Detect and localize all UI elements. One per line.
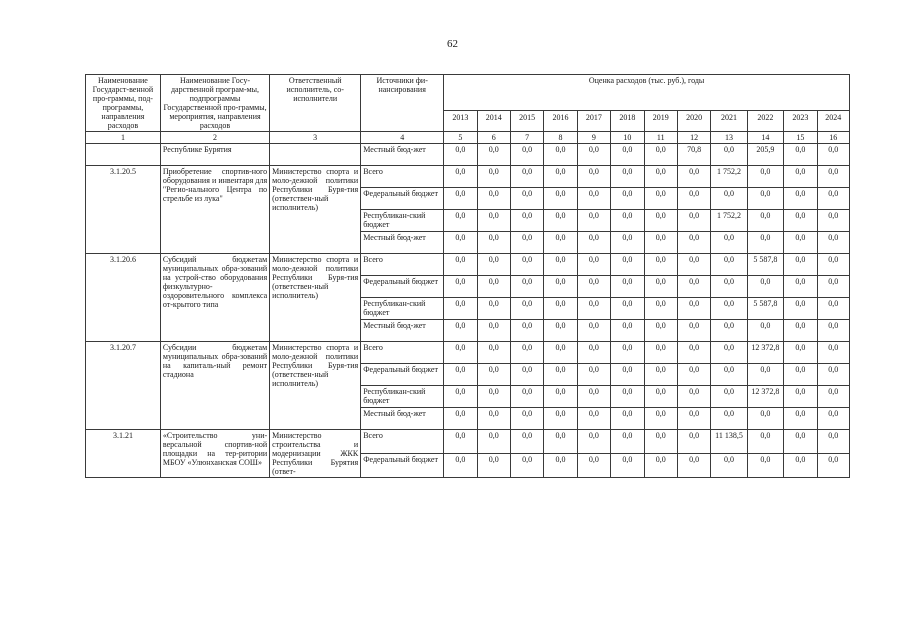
value-cell: 0,0	[577, 430, 610, 454]
value-cell: 0,0	[711, 342, 747, 364]
value-cell: 0,0	[817, 386, 849, 408]
column-number: 9	[577, 132, 610, 144]
column-number: 7	[510, 132, 543, 144]
value-cell: 0,0	[444, 320, 477, 342]
funding-source: Местный бюд-жет	[361, 144, 444, 166]
funding-source: Всего	[361, 430, 444, 454]
value-cell: 0,0	[444, 408, 477, 430]
value-cell: 0,0	[611, 254, 644, 276]
value-cell: 0,0	[644, 254, 677, 276]
table-row	[86, 430, 850, 454]
funding-source: Республикан-ский бюджет	[361, 386, 444, 408]
value-cell: 11 138,5	[711, 430, 747, 454]
value-cell: 0,0	[544, 386, 577, 408]
value-cell: 0,0	[444, 364, 477, 386]
value-cell: 0,0	[747, 430, 783, 454]
executor	[270, 144, 361, 166]
value-cell: 0,0	[611, 364, 644, 386]
column-number: 11	[644, 132, 677, 144]
value-cell: 0,0	[577, 210, 610, 232]
value-cell: 0,0	[644, 232, 677, 254]
value-cell: 0,0	[477, 144, 510, 166]
value-cell: 0,0	[577, 408, 610, 430]
value-cell: 0,0	[544, 210, 577, 232]
year-header: 2016	[544, 111, 577, 132]
year-header: 2023	[784, 111, 817, 132]
value-cell: 0,0	[544, 320, 577, 342]
value-cell: 0,0	[577, 254, 610, 276]
value-cell: 0,0	[611, 342, 644, 364]
column-numbers-row	[86, 132, 850, 144]
value-cell: 0,0	[510, 454, 543, 478]
year-header: 2019	[644, 111, 677, 132]
value-cell: 0,0	[577, 320, 610, 342]
column-number: 14	[747, 132, 783, 144]
value-cell: 0,0	[784, 232, 817, 254]
value-cell: 0,0	[677, 386, 710, 408]
value-cell: 0,0	[747, 320, 783, 342]
activity-name: Приобретение спортив-ного оборудования и инвентаря для "Регио-нального Центра по стрельбе из лука"	[160, 166, 269, 254]
value-cell: 0,0	[510, 232, 543, 254]
year-header: 2017	[577, 111, 610, 132]
value-cell: 0,0	[510, 298, 543, 320]
executor: Министерство строительства и модернизации ЖКК Республики Бурятия (ответ-	[270, 430, 361, 478]
value-cell: 0,0	[711, 320, 747, 342]
value-cell: 0,0	[677, 254, 710, 276]
value-cell: 0,0	[510, 364, 543, 386]
value-cell: 70,8	[677, 144, 710, 166]
value-cell: 0,0	[577, 276, 610, 298]
value-cell: 0,0	[644, 454, 677, 478]
value-cell: 0,0	[747, 166, 783, 188]
value-cell: 0,0	[444, 430, 477, 454]
value-cell: 1 752,2	[711, 166, 747, 188]
value-cell: 0,0	[611, 298, 644, 320]
value-cell: 0,0	[644, 166, 677, 188]
value-cell: 0,0	[477, 276, 510, 298]
year-header: 2024	[817, 111, 849, 132]
value-cell: 0,0	[711, 254, 747, 276]
value-cell: 12 372,8	[747, 386, 783, 408]
value-cell: 0,0	[544, 232, 577, 254]
value-cell: 0,0	[817, 166, 849, 188]
value-cell: 0,0	[477, 364, 510, 386]
value-cell: 0,0	[747, 408, 783, 430]
header-executor: Ответственный исполнитель, со-исполнители	[270, 75, 361, 132]
value-cell: 0,0	[444, 210, 477, 232]
table-row	[86, 342, 850, 364]
value-cell: 0,0	[544, 276, 577, 298]
value-cell: 0,0	[677, 454, 710, 478]
value-cell: 0,0	[544, 298, 577, 320]
value-cell: 0,0	[711, 298, 747, 320]
value-cell: 0,0	[477, 298, 510, 320]
value-cell: 0,0	[784, 320, 817, 342]
value-cell: 0,0	[784, 408, 817, 430]
value-cell: 0,0	[677, 320, 710, 342]
value-cell: 0,0	[644, 276, 677, 298]
activity-code: 3.1.20.5	[86, 166, 161, 254]
value-cell: 0,0	[510, 386, 543, 408]
funding-source: Федеральный бюджет	[361, 454, 444, 478]
activity-code: 3.1.20.7	[86, 342, 161, 430]
value-cell: 0,0	[544, 408, 577, 430]
year-header: 2015	[510, 111, 543, 132]
value-cell: 0,0	[611, 232, 644, 254]
value-cell: 0,0	[817, 364, 849, 386]
header-program-name: Наименование Государст-венной про-граммы, под-программы, направления расходов	[86, 75, 161, 132]
value-cell: 0,0	[477, 454, 510, 478]
column-number: 8	[544, 132, 577, 144]
header-estimate: Оценка расходов (тыс. руб.), годы	[444, 75, 850, 111]
value-cell: 0,0	[644, 430, 677, 454]
year-header: 2018	[611, 111, 644, 132]
value-cell: 0,0	[544, 342, 577, 364]
value-cell: 5 587,8	[747, 254, 783, 276]
column-number: 15	[784, 132, 817, 144]
value-cell: 0,0	[711, 276, 747, 298]
value-cell: 0,0	[817, 210, 849, 232]
value-cell: 0,0	[477, 408, 510, 430]
value-cell: 0,0	[817, 232, 849, 254]
value-cell: 0,0	[477, 430, 510, 454]
value-cell: 0,0	[784, 210, 817, 232]
value-cell: 0,0	[477, 232, 510, 254]
value-cell: 0,0	[544, 254, 577, 276]
value-cell: 0,0	[577, 454, 610, 478]
value-cell: 0,0	[747, 276, 783, 298]
value-cell: 0,0	[644, 386, 677, 408]
value-cell: 0,0	[784, 342, 817, 364]
funding-source: Республикан-ский бюджет	[361, 298, 444, 320]
value-cell: 0,0	[444, 342, 477, 364]
activity-name: Субсидий бюджетам муниципальных обра-зований на устрой-ство оборудования физкультурно-оздоровительного комплекса от-крытого типа	[160, 254, 269, 342]
value-cell: 0,0	[544, 188, 577, 210]
value-cell: 0,0	[817, 144, 849, 166]
value-cell: 0,0	[644, 210, 677, 232]
activity-code	[86, 144, 161, 166]
column-number: 3	[270, 132, 361, 144]
column-number: 12	[677, 132, 710, 144]
column-number: 10	[611, 132, 644, 144]
value-cell: 0,0	[677, 232, 710, 254]
funding-source: Местный бюд-жет	[361, 408, 444, 430]
year-header: 2021	[711, 111, 747, 132]
funding-source: Всего	[361, 254, 444, 276]
value-cell: 0,0	[784, 166, 817, 188]
value-cell: 0,0	[510, 188, 543, 210]
funding-source: Местный бюд-жет	[361, 320, 444, 342]
value-cell: 0,0	[817, 298, 849, 320]
table-row	[86, 166, 850, 188]
value-cell: 0,0	[544, 144, 577, 166]
value-cell: 0,0	[611, 408, 644, 430]
value-cell: 0,0	[577, 342, 610, 364]
value-cell: 0,0	[444, 254, 477, 276]
executor: Министерство спорта и моло-дежной политики Республики Буря-тия (ответствен-ный исполнитель)	[270, 166, 361, 254]
column-number: 16	[817, 132, 849, 144]
funding-source: Федеральный бюджет	[361, 364, 444, 386]
value-cell: 0,0	[577, 144, 610, 166]
activity-name: «Строительство уни-версальной спортив-ной площадки на тер-ритории МБОУ «Улюнханская СОШ»	[160, 430, 269, 478]
value-cell: 0,0	[817, 408, 849, 430]
value-cell: 0,0	[747, 232, 783, 254]
executor: Министерство спорта и моло-дежной политики Республики Буря-тия (ответствен-ный исполнитель)	[270, 342, 361, 430]
value-cell: 0,0	[510, 254, 543, 276]
value-cell: 0,0	[817, 342, 849, 364]
value-cell: 0,0	[510, 342, 543, 364]
column-number: 1	[86, 132, 161, 144]
value-cell: 0,0	[510, 430, 543, 454]
value-cell: 0,0	[444, 232, 477, 254]
value-cell: 0,0	[817, 320, 849, 342]
value-cell: 0,0	[444, 386, 477, 408]
value-cell: 0,0	[747, 454, 783, 478]
value-cell: 0,0	[711, 386, 747, 408]
value-cell: 0,0	[784, 454, 817, 478]
activity-name: Субсидии бюджетам муниципальных обра-зований на капиталь-ный ремонт стадиона	[160, 342, 269, 430]
value-cell: 5 587,8	[747, 298, 783, 320]
value-cell: 0,0	[711, 364, 747, 386]
column-number: 2	[160, 132, 269, 144]
value-cell: 0,0	[577, 298, 610, 320]
value-cell: 0,0	[611, 188, 644, 210]
value-cell: 0,0	[644, 342, 677, 364]
value-cell: 0,0	[644, 144, 677, 166]
value-cell: 0,0	[611, 166, 644, 188]
value-cell: 0,0	[711, 454, 747, 478]
activity-code: 3.1.21	[86, 430, 161, 478]
value-cell: 0,0	[477, 254, 510, 276]
value-cell: 0,0	[611, 430, 644, 454]
value-cell: 0,0	[677, 298, 710, 320]
value-cell: 0,0	[477, 188, 510, 210]
value-cell: 0,0	[544, 454, 577, 478]
year-header: 2022	[747, 111, 783, 132]
column-number: 4	[361, 132, 444, 144]
value-cell: 0,0	[711, 144, 747, 166]
value-cell: 0,0	[544, 364, 577, 386]
value-cell: 0,0	[644, 188, 677, 210]
value-cell: 0,0	[611, 320, 644, 342]
value-cell: 12 372,8	[747, 342, 783, 364]
value-cell: 0,0	[577, 188, 610, 210]
value-cell: 0,0	[544, 166, 577, 188]
value-cell: 0,0	[477, 166, 510, 188]
value-cell: 0,0	[644, 320, 677, 342]
value-cell: 0,0	[444, 454, 477, 478]
value-cell: 0,0	[677, 210, 710, 232]
value-cell: 0,0	[784, 254, 817, 276]
value-cell: 0,0	[784, 364, 817, 386]
value-cell: 0,0	[644, 298, 677, 320]
value-cell: 0,0	[611, 386, 644, 408]
value-cell: 0,0	[611, 454, 644, 478]
value-cell: 0,0	[444, 298, 477, 320]
value-cell: 0,0	[817, 254, 849, 276]
year-header: 2020	[677, 111, 710, 132]
value-cell: 0,0	[677, 276, 710, 298]
value-cell: 0,0	[747, 364, 783, 386]
column-number: 5	[444, 132, 477, 144]
funding-source: Федеральный бюджет	[361, 188, 444, 210]
value-cell: 0,0	[510, 144, 543, 166]
table-row	[86, 254, 850, 276]
value-cell: 0,0	[711, 232, 747, 254]
value-cell: 0,0	[644, 364, 677, 386]
column-number: 6	[477, 132, 510, 144]
value-cell: 0,0	[677, 364, 710, 386]
value-cell: 0,0	[611, 276, 644, 298]
value-cell: 0,0	[817, 188, 849, 210]
value-cell: 0,0	[677, 188, 710, 210]
executor: Министерство спорта и моло-дежной политики Республики Буря-тия (ответствен-ный исполнитель)	[270, 254, 361, 342]
header-row	[86, 75, 850, 111]
value-cell: 0,0	[510, 166, 543, 188]
value-cell: 0,0	[784, 276, 817, 298]
value-cell: 0,0	[510, 276, 543, 298]
value-cell: 0,0	[817, 454, 849, 478]
value-cell: 0,0	[577, 166, 610, 188]
funding-source: Федеральный бюджет	[361, 276, 444, 298]
activity-code: 3.1.20.6	[86, 254, 161, 342]
header-funding-source: Источники фи-нансирования	[361, 75, 444, 132]
value-cell: 0,0	[444, 144, 477, 166]
value-cell: 0,0	[711, 408, 747, 430]
value-cell: 0,0	[784, 144, 817, 166]
value-cell: 0,0	[510, 210, 543, 232]
value-cell: 0,0	[477, 386, 510, 408]
value-cell: 0,0	[444, 276, 477, 298]
value-cell: 0,0	[611, 210, 644, 232]
value-cell: 0,0	[611, 144, 644, 166]
value-cell: 0,0	[644, 408, 677, 430]
funding-source: Всего	[361, 342, 444, 364]
column-number: 13	[711, 132, 747, 144]
funding-source: Всего	[361, 166, 444, 188]
value-cell: 0,0	[544, 430, 577, 454]
year-header: 2014	[477, 111, 510, 132]
value-cell: 0,0	[784, 298, 817, 320]
value-cell: 0,0	[747, 188, 783, 210]
value-cell: 0,0	[510, 320, 543, 342]
value-cell: 205,9	[747, 144, 783, 166]
header-activity-name: Наименование Госу-дарственной програм-мы, подпрограммы Государственной про-граммы, мероприятия, направления расходов	[160, 75, 269, 132]
activity-name: Республике Бурятия	[160, 144, 269, 166]
value-cell: 1 752,2	[711, 210, 747, 232]
value-cell: 0,0	[577, 232, 610, 254]
value-cell: 0,0	[747, 210, 783, 232]
funding-source: Местный бюд-жет	[361, 232, 444, 254]
value-cell: 0,0	[784, 430, 817, 454]
value-cell: 0,0	[477, 320, 510, 342]
value-cell: 0,0	[784, 386, 817, 408]
value-cell: 0,0	[677, 430, 710, 454]
value-cell: 0,0	[444, 166, 477, 188]
value-cell: 0,0	[677, 408, 710, 430]
page-number: 62	[447, 38, 458, 50]
value-cell: 0,0	[577, 386, 610, 408]
value-cell: 0,0	[784, 188, 817, 210]
value-cell: 0,0	[817, 430, 849, 454]
table-row	[86, 144, 850, 166]
value-cell: 0,0	[577, 364, 610, 386]
value-cell: 0,0	[677, 342, 710, 364]
year-header: 2013	[444, 111, 477, 132]
value-cell: 0,0	[477, 342, 510, 364]
value-cell: 0,0	[711, 188, 747, 210]
value-cell: 0,0	[510, 408, 543, 430]
value-cell: 0,0	[677, 166, 710, 188]
value-cell: 0,0	[817, 276, 849, 298]
value-cell: 0,0	[477, 210, 510, 232]
funding-source: Республикан-ский бюджет	[361, 210, 444, 232]
value-cell: 0,0	[444, 188, 477, 210]
budget-table	[85, 74, 850, 478]
